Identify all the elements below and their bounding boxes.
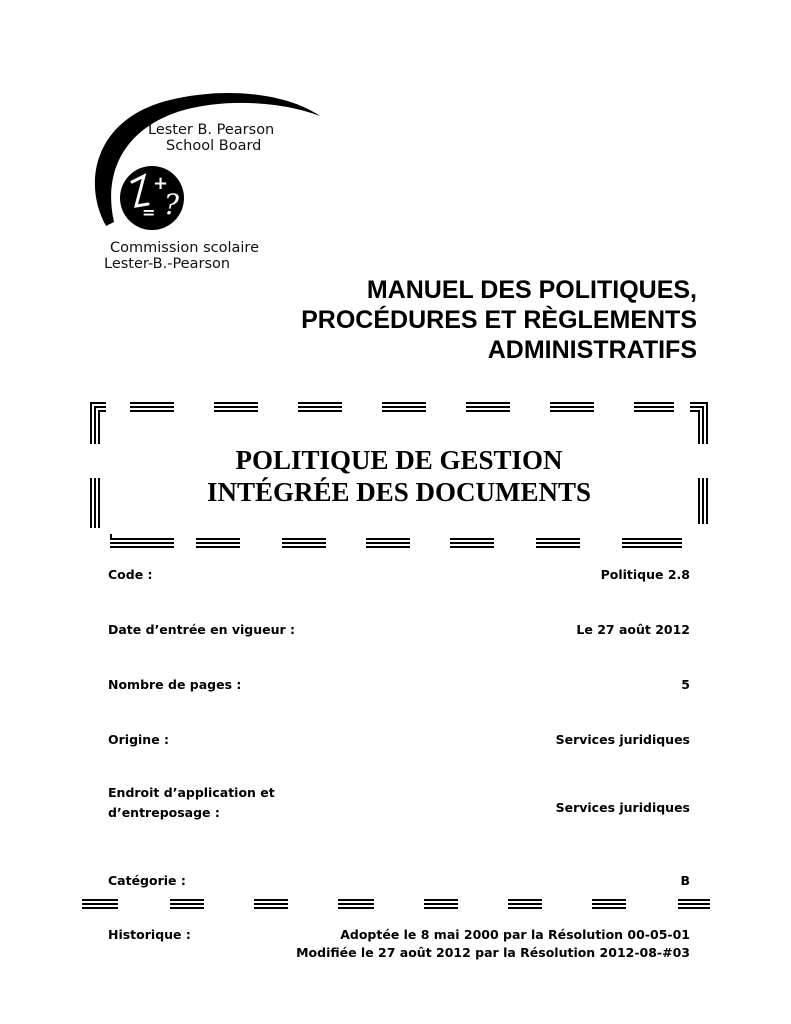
svg-text:?: ? [164, 188, 180, 221]
logo-emblem-icon [118, 162, 188, 232]
origin-value: Services juridiques [555, 732, 690, 747]
svg-text:=: = [142, 203, 156, 222]
date-value: Le 27 août 2012 [576, 622, 690, 637]
school-board-logo [88, 88, 328, 278]
date-label: Date d’entrée en vigueur : [108, 622, 296, 637]
origin-label: Origine : [108, 732, 170, 747]
policy-info-table [108, 566, 690, 960]
bottom-decorative-rule [82, 897, 712, 911]
info-row-origin [108, 731, 690, 749]
info-row-category [108, 872, 690, 890]
pages-label: Nombre de pages : [108, 677, 242, 692]
location-label [108, 784, 348, 822]
manual-title-line2: PROCÉDURES ET RÈGLEMENTS [301, 306, 697, 334]
policy-title-line2: INTÉGRÉE DES DOCUMENTS [206, 477, 592, 507]
logo-name-french-line1: Commission scolaire [110, 240, 259, 256]
info-row-pages [108, 676, 690, 694]
history-label: Historique : [108, 927, 191, 942]
manual-title-line1: MANUEL DES POLITIQUES, [366, 276, 697, 304]
location-label-line2: d’entreposage : [108, 805, 220, 820]
policy-title [86, 444, 712, 508]
logo-name-french-line2: Lester-B.-Pearson [104, 256, 231, 272]
frame-bottom-dashes [196, 538, 682, 548]
svg-text:+: + [153, 173, 169, 194]
frame-top-dashes [130, 402, 674, 412]
info-row-location [108, 784, 690, 822]
manual-title [217, 275, 697, 365]
code-label: Code : [108, 567, 153, 582]
history-value [296, 926, 690, 962]
location-label-line1: Endroit d’application et [108, 785, 275, 800]
manual-title-line3: ADMINISTRATIFS [487, 336, 697, 364]
history-value-line1: Adoptée le 8 mai 2000 par la Résolution 00-05-01 [340, 927, 690, 942]
info-row-date [108, 621, 690, 639]
code-value: Politique 2.8 [600, 567, 690, 582]
location-value: Services juridiques [555, 800, 690, 815]
logo-name-english-line2: School Board [166, 138, 262, 154]
category-label: Catégorie : [108, 873, 186, 888]
info-row-history [108, 926, 690, 964]
pages-value: 5 [681, 677, 690, 692]
policy-title-line1: POLITIQUE DE GESTION [235, 445, 563, 475]
logo-name-english-line1: Lester B. Pearson [148, 122, 275, 138]
info-row-code [108, 566, 690, 584]
history-value-line2: Modifiée le 27 août 2012 par la Résolution 2012-08-#03 [296, 945, 690, 960]
category-value: B [680, 873, 690, 888]
